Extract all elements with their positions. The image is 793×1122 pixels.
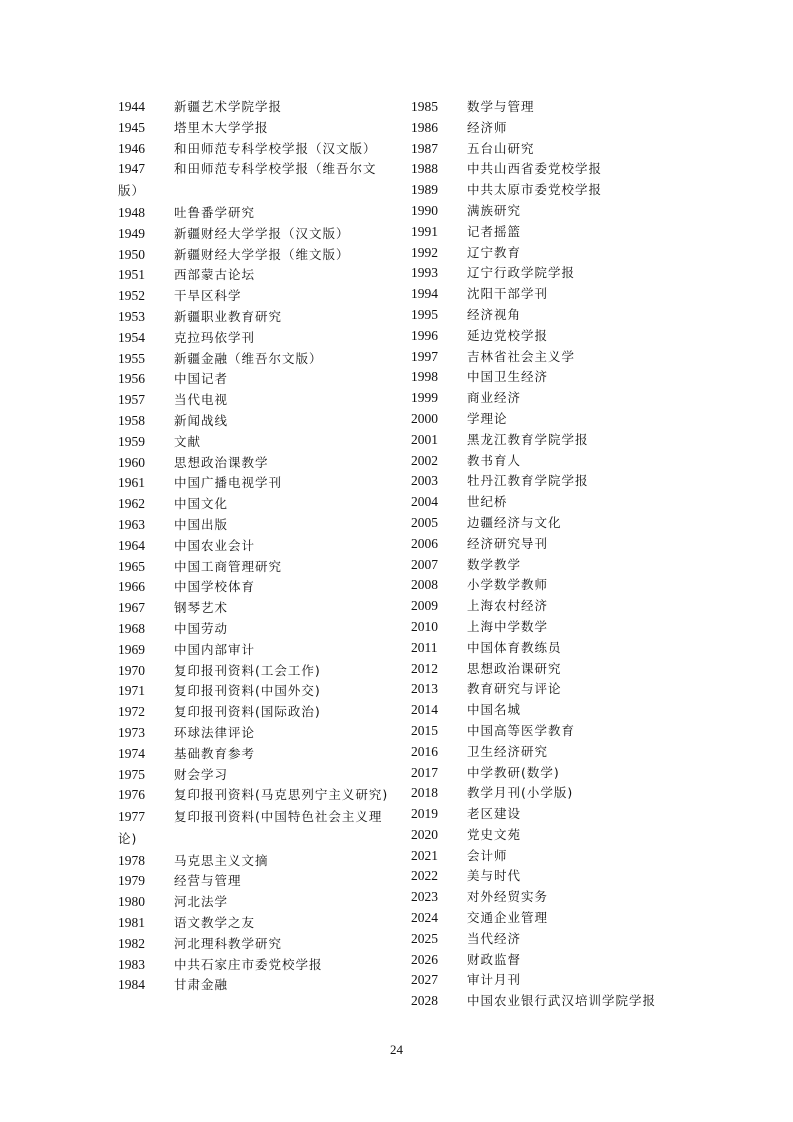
journal-title: 美与时代 [467, 868, 522, 884]
list-item [118, 369, 394, 390]
entry-number: 1976 [118, 787, 145, 803]
journal-title: 河北理科教学研究 [174, 935, 283, 951]
entry-number: 2018 [411, 785, 438, 801]
entry-number: 1950 [118, 246, 145, 262]
list-item [118, 598, 394, 619]
list-item [118, 307, 394, 328]
list-item [118, 159, 394, 203]
list-item [411, 763, 701, 784]
journal-title: 审计月刊 [467, 972, 522, 988]
journal-title: 沈阳干部学刊 [467, 286, 549, 302]
list-item [411, 783, 701, 804]
journal-title: 环球法律评论 [174, 724, 256, 740]
journal-title: 西部蒙古论坛 [174, 267, 256, 283]
journal-title: 商业经济 [467, 390, 522, 406]
list-item [118, 349, 394, 370]
list-item [118, 765, 394, 786]
journal-title: 中国学校体育 [174, 579, 256, 595]
journal-title: 文献 [174, 433, 202, 449]
entry-number: 1948 [118, 204, 145, 220]
journal-title: 干旱区科学 [174, 288, 242, 304]
entry-number: 1963 [118, 516, 145, 532]
list-item [118, 265, 394, 286]
journal-title: 会计师 [467, 847, 508, 863]
list-item [411, 825, 701, 846]
list-item [411, 222, 701, 243]
entry-number: 1954 [118, 329, 145, 345]
journal-title: 新疆金融（维吾尔文版） [174, 350, 323, 366]
journal-title: 辽宁行政学院学报 [467, 265, 576, 281]
list-item [411, 97, 701, 118]
entry-number: 1986 [411, 119, 438, 135]
entry-number: 1975 [118, 766, 145, 782]
list-item [118, 892, 394, 913]
entry-number: 2010 [411, 618, 438, 634]
journal-title: 和田师范专科学校学报（汉文版） [174, 140, 377, 156]
entry-number: 1995 [411, 306, 438, 322]
list-item [411, 596, 701, 617]
journal-title: 新疆职业教育研究 [174, 308, 283, 324]
journal-title: 钢琴艺术 [174, 600, 229, 616]
list-item [411, 638, 701, 659]
list-item [411, 513, 701, 534]
list-item [118, 807, 394, 851]
list-item [411, 492, 701, 513]
list-item [118, 224, 394, 245]
entry-number: 1992 [411, 244, 438, 260]
list-item [118, 661, 394, 682]
entry-number: 1984 [118, 977, 145, 993]
entry-number: 1969 [118, 641, 145, 657]
entry-number: 1980 [118, 894, 145, 910]
entry-number: 2002 [411, 452, 438, 468]
journal-title: 延边党校学报 [467, 327, 549, 343]
entry-number: 1946 [118, 140, 145, 156]
list-item [411, 887, 701, 908]
list-item [118, 955, 394, 976]
entry-number: 1971 [118, 683, 145, 699]
entry-number: 1987 [411, 140, 438, 156]
journal-title: 记者摇篮 [467, 223, 522, 239]
list-item [411, 388, 701, 409]
list-item [411, 139, 701, 160]
entry-number: 1982 [118, 935, 145, 951]
entry-number: 1960 [118, 454, 145, 470]
journal-title: 复印报刊资料(中国特色社会主义理论) [118, 809, 383, 846]
journal-title: 经济研究导刊 [467, 535, 549, 551]
list-item [411, 970, 701, 991]
list-item [118, 934, 394, 955]
entry-number: 1989 [411, 182, 438, 198]
journal-title: 中国体育教练员 [467, 639, 562, 655]
entry-number: 1964 [118, 537, 145, 553]
journal-title: 复印报刊资料(国际政治) [174, 704, 321, 720]
entry-number: 1972 [118, 704, 145, 720]
left-column [118, 97, 394, 996]
list-item [411, 846, 701, 867]
list-item [411, 430, 701, 451]
entry-number: 1966 [118, 579, 145, 595]
entry-number: 1998 [411, 369, 438, 385]
journal-title: 中国农业银行武汉培训学院学报 [467, 993, 657, 1009]
journal-title: 中国广播电视学刊 [174, 475, 283, 491]
journal-title: 上海农村经济 [467, 598, 549, 614]
entry-number: 1983 [118, 956, 145, 972]
entry-number: 2025 [411, 930, 438, 946]
list-item [118, 432, 394, 453]
list-item [411, 617, 701, 638]
list-item [118, 494, 394, 515]
entry-number: 1996 [411, 327, 438, 343]
list-item [411, 243, 701, 264]
journal-title: 中国文化 [174, 496, 229, 512]
entry-number: 2027 [411, 972, 438, 988]
journal-title: 中国名城 [467, 702, 522, 718]
journal-title: 当代电视 [174, 392, 229, 408]
list-item [118, 871, 394, 892]
journal-title: 经济视角 [467, 306, 522, 322]
journal-title: 中国工商管理研究 [174, 558, 283, 574]
entry-number: 1970 [118, 662, 145, 678]
entry-number: 1949 [118, 225, 145, 241]
list-item [411, 180, 701, 201]
entry-number: 1973 [118, 724, 145, 740]
journal-title: 中国劳动 [174, 620, 229, 636]
list-item [118, 577, 394, 598]
list-item [411, 409, 701, 430]
journal-title: 小学数学教师 [467, 577, 549, 593]
list-item [118, 203, 394, 224]
entry-number: 2006 [411, 535, 438, 551]
entry-number: 2005 [411, 514, 438, 530]
entry-number: 1999 [411, 390, 438, 406]
journal-title: 吐鲁番学研究 [174, 204, 256, 220]
journal-title: 世纪桥 [467, 494, 508, 510]
journal-title: 复印报刊资料(马克思列宁主义研究) [174, 787, 389, 803]
entry-number: 1988 [411, 161, 438, 177]
list-item [118, 640, 394, 661]
list-item [118, 785, 394, 807]
entry-number: 2007 [411, 556, 438, 572]
list-item [118, 390, 394, 411]
list-item [411, 950, 701, 971]
journal-title: 上海中学数学 [467, 618, 549, 634]
journal-title: 教学月刊(小学版) [467, 785, 574, 801]
list-item [118, 118, 394, 139]
journal-title: 满族研究 [467, 202, 522, 218]
entry-number: 2021 [411, 847, 438, 863]
list-item [411, 347, 701, 368]
list-item [411, 929, 701, 950]
journal-title: 新疆财经大学学报（汉文版） [174, 225, 350, 241]
entry-number: 2024 [411, 910, 438, 926]
list-item [411, 700, 701, 721]
entry-number: 1953 [118, 308, 145, 324]
journal-title: 中国出版 [174, 516, 229, 532]
list-item [118, 97, 394, 118]
journal-title: 复印报刊资料(工会工作) [174, 662, 321, 678]
entry-number: 2013 [411, 681, 438, 697]
journal-title: 边疆经济与文化 [467, 514, 562, 530]
entry-number: 2001 [411, 431, 438, 447]
list-item [411, 471, 701, 492]
list-item [411, 263, 701, 284]
journal-title: 复印报刊资料(中国外交) [174, 683, 321, 699]
entry-number: 2023 [411, 889, 438, 905]
journal-title: 党史文苑 [467, 826, 522, 842]
list-item [411, 555, 701, 576]
entry-number: 1957 [118, 392, 145, 408]
entry-number: 2028 [411, 993, 438, 1009]
journal-title: 当代经济 [467, 930, 522, 946]
list-item [118, 744, 394, 765]
entry-number: 1959 [118, 433, 145, 449]
journal-title: 卫生经济研究 [467, 743, 549, 759]
journal-title: 学理论 [467, 410, 508, 426]
right-column [411, 97, 701, 1012]
list-item [118, 851, 394, 872]
list-item [411, 742, 701, 763]
journal-title: 中国记者 [174, 371, 229, 387]
entry-number: 1974 [118, 745, 145, 761]
journal-title: 教书育人 [467, 452, 522, 468]
journal-title: 老区建设 [467, 806, 522, 822]
list-item [118, 557, 394, 578]
journal-title: 数学教学 [467, 556, 522, 572]
list-item [118, 286, 394, 307]
journal-title: 中共山西省委党校学报 [467, 161, 603, 177]
journal-title: 克拉玛依学刊 [174, 329, 256, 345]
entry-number: 2004 [411, 494, 438, 510]
list-item [411, 721, 701, 742]
entry-number: 1955 [118, 350, 145, 366]
entry-number: 1961 [118, 475, 145, 491]
journal-title: 吉林省社会主义学 [467, 348, 576, 364]
journal-title: 牡丹江教育学院学报 [467, 473, 589, 489]
journal-title: 中学教研(数学) [467, 764, 560, 780]
list-item [411, 118, 701, 139]
list-item [118, 515, 394, 536]
entry-number: 1967 [118, 600, 145, 616]
list-item [411, 326, 701, 347]
journal-title: 中国农业会计 [174, 537, 256, 553]
entry-number: 2016 [411, 743, 438, 759]
list-item [411, 367, 701, 388]
entry-number: 2009 [411, 598, 438, 614]
entry-number: 1952 [118, 288, 145, 304]
entry-number: 1947 [118, 161, 145, 177]
list-item [118, 453, 394, 474]
journal-title: 基础教育参考 [174, 745, 256, 761]
list-item [411, 159, 701, 180]
list-item [118, 328, 394, 349]
page-number: 24 [390, 1042, 403, 1057]
entry-number: 1993 [411, 265, 438, 281]
list-item [411, 284, 701, 305]
journal-title: 教育研究与评论 [467, 681, 562, 697]
list-item [411, 659, 701, 680]
entry-number: 1965 [118, 558, 145, 574]
journal-title: 思想政治课研究 [467, 660, 562, 676]
entry-number: 1968 [118, 620, 145, 636]
journal-title: 财政监督 [467, 951, 522, 967]
entry-number: 1981 [118, 915, 145, 931]
journal-title: 和田师范专科学校学报（维吾尔文版） [118, 161, 377, 199]
entry-number: 2000 [411, 410, 438, 426]
entry-number: 2020 [411, 826, 438, 842]
journal-title: 数学与管理 [467, 99, 535, 114]
journal-title: 新疆财经大学学报（维文版） [174, 246, 350, 262]
entry-number: 2017 [411, 764, 438, 780]
journal-title: 马克思主义文摘 [174, 852, 269, 868]
list-item [118, 681, 394, 702]
journal-title: 中共太原市委党校学报 [467, 182, 603, 198]
entry-number: 1956 [118, 371, 145, 387]
entry-number: 2008 [411, 577, 438, 593]
list-item [411, 679, 701, 700]
journal-title: 河北法学 [174, 894, 229, 910]
journal-title: 中国内部审计 [174, 641, 256, 657]
journal-title: 交通企业管理 [467, 910, 549, 926]
entry-number: 1962 [118, 496, 145, 512]
entry-number: 1990 [411, 202, 438, 218]
entry-number: 2022 [411, 868, 438, 884]
entry-number: 1945 [118, 119, 145, 135]
journal-title: 中国卫生经济 [467, 369, 549, 385]
list-item [118, 723, 394, 744]
entry-number: 1991 [411, 223, 438, 239]
entry-number: 1997 [411, 348, 438, 364]
journal-title: 塔里木大学学报 [174, 119, 269, 135]
journal-title: 财会学习 [174, 766, 229, 782]
list-item [118, 536, 394, 557]
entry-number: 2003 [411, 473, 438, 489]
list-item [411, 991, 701, 1012]
entry-number: 1985 [411, 99, 438, 114]
entry-number: 2019 [411, 806, 438, 822]
list-item [411, 866, 701, 887]
entry-number: 2014 [411, 702, 438, 718]
entry-number: 2012 [411, 660, 438, 676]
list-item [118, 139, 394, 160]
list-item [118, 411, 394, 432]
journal-title: 语文教学之友 [174, 915, 256, 931]
list-item [118, 245, 394, 266]
entry-number: 1979 [118, 873, 145, 889]
list-item [118, 619, 394, 640]
journal-title: 甘肃金融 [174, 977, 229, 993]
list-item [411, 575, 701, 596]
list-item [411, 908, 701, 929]
journal-title: 中国高等医学教育 [467, 722, 576, 738]
journal-title: 黑龙江教育学院学报 [467, 431, 589, 447]
journal-title: 经营与管理 [174, 873, 242, 889]
journal-title: 新闻战线 [174, 412, 229, 428]
journal-title: 思想政治课教学 [174, 454, 269, 470]
entry-number: 1978 [118, 852, 145, 868]
journal-title: 对外经贸实务 [467, 889, 549, 905]
list-item [118, 473, 394, 494]
entry-number: 1944 [118, 99, 145, 114]
journal-title: 辽宁教育 [467, 244, 522, 260]
entry-number: 1977 [118, 809, 145, 825]
journal-title: 经济师 [467, 119, 508, 135]
journal-title: 新疆艺术学院学报 [174, 99, 283, 114]
list-item [411, 305, 701, 326]
entry-number: 1951 [118, 267, 145, 283]
list-item [118, 975, 394, 996]
entry-number: 2015 [411, 722, 438, 738]
journal-title: 中共石家庄市委党校学报 [174, 956, 323, 972]
entry-number: 2026 [411, 951, 438, 967]
entry-number: 1994 [411, 286, 438, 302]
list-item [411, 201, 701, 222]
list-item [411, 451, 701, 472]
list-item [118, 913, 394, 934]
list-item [118, 702, 394, 723]
entry-number: 2011 [411, 639, 438, 655]
list-item [411, 804, 701, 825]
entry-number: 1958 [118, 412, 145, 428]
list-item [411, 534, 701, 555]
journal-title: 五台山研究 [467, 140, 535, 156]
